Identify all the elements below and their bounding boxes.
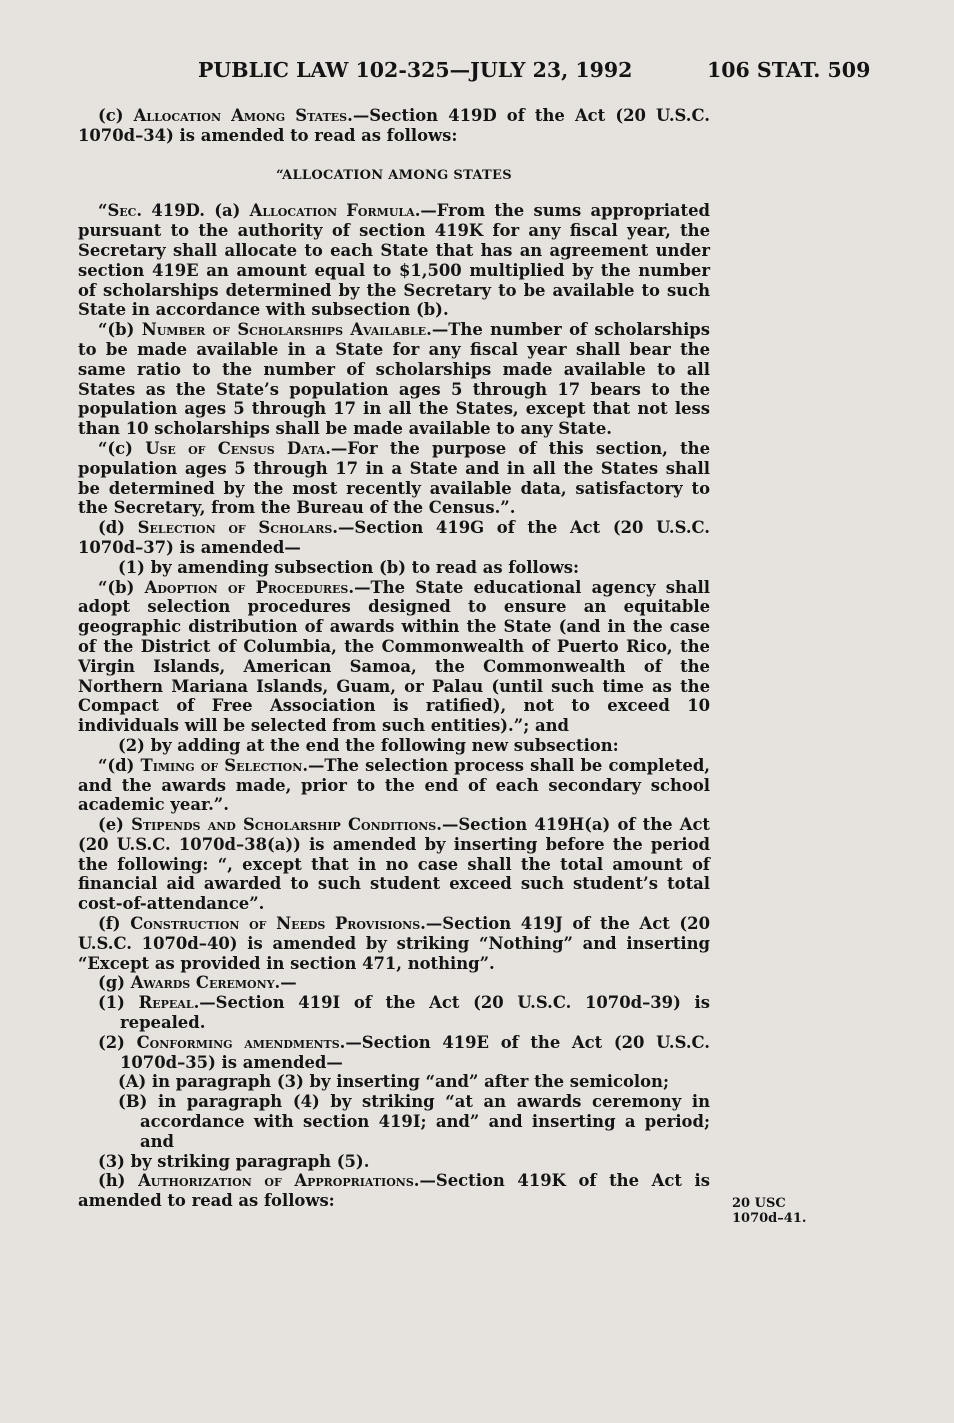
paragraph-gA: (A) in paragraph (3) by inserting “and” after the semicolon; — [118, 1072, 670, 1092]
paragraph-d-selection: (d) Selection of Scholars.—Section 419G of the Act (20 U.S.C. 1070d–37) is amended— — [78, 518, 710, 557]
paragraph-db-adoption: “(b) Adoption of Procedures.—The State educational agency shall adopt selection procedures designed to ensure an equitable geographic distribution of awards within the State (and in the case of the District of Columbia, the Commonwealth of Puerto Rico, the Virgin Islands, American Samoa, the Commonwealth of the Northern Mariana Islands, Guam, or Palau (until such time as the Compact of Free Association is ratified), not to exceed 10 individuals will be selected from such entities).”; and — [78, 577, 711, 736]
margin-citation-line2: 1070d–41. — [732, 1211, 807, 1226]
paragraph-g2-conforming: (2) Conforming amendments.—Section 419E of the Act (20 U.S.C. 1070d–35) is amended— — [98, 1032, 710, 1072]
paragraph-f-construction: (f) Construction of Needs Provisions.—Section 419J of the Act (20 U.S.C. 1070d–40) is amended by striking “Nothing” and inserting “Except as provided in section 471, nothing”. — [78, 914, 710, 973]
paragraph-d2: (2) by adding at the end the following new subsection: — [118, 735, 619, 755]
margin-citation-note — [732, 1196, 822, 1226]
paragraph-c: (c) Allocation Among States.—Section 419D of the Act (20 U.S.C. 1070d–34) is amended to read as follows: — [78, 106, 710, 145]
margin-citation-line1: 20 USC — [732, 1196, 786, 1211]
paragraph-b-number-of-scholarships: “(b) Number of Scholarships Available.—The number of scholarships to be made available in a State for any fiscal year shall bear the same ratio to the number of scholarships made available to all States as the State’s population ages 5 through 17 bears to the population ages 5 through 17 in all the States, except that not less than 10 scholarships shall be made available to any State. — [78, 320, 710, 439]
paragraph-h-authorization: (h) Authorization of Appropriations.—Section 419K of the Act is amended to read as follows: — [78, 1171, 710, 1211]
paragraph-g-awards-ceremony: (g) Awards Ceremony.— — [98, 973, 297, 993]
paragraph-sec-419d: “Sec. 419D. (a) Allocation Formula.—From the sums appropriated pursuant to the authority of section 419K for any fiscal year, the Secretary shall allocate to each State that has an agreement under section 419E an amount equal to $1,500 multiplied by the number of scholarships determined by the Secretary to be available to such State in accordance with subsection (b). — [78, 201, 710, 320]
section-heading: “ALLOCATION AMONG STATES — [276, 167, 512, 183]
paragraph-g3: (3) by striking paragraph (5). — [98, 1151, 370, 1171]
paragraph-dd-timing: “(d) Timing of Selection.—The selection process shall be completed, and the awards made, prior to the end of each secondary school academic year.”. — [78, 755, 710, 815]
statute-page-number: 106 STAT. 509 — [707, 58, 871, 82]
document-body — [78, 106, 710, 1211]
paragraph-g1-repeal: (1) Repeal.—Section 419I of the Act (20 U.S.C. 1070d–39) is repealed. — [98, 993, 710, 1033]
paragraph-c-census-data: “(c) Use of Census Data.—For the purpose of this section, the population ages 5 through 17 in a State and in all the States shall be determined by the most recently available data, satisfactory to the Secretary, from the Bureau of the Census.”. — [78, 438, 710, 518]
running-header-title: PUBLIC LAW 102-325—JULY 23, 1992 — [198, 58, 633, 82]
paragraph-e-stipends: (e) Stipends and Scholarship Conditions.—Section 419H(a) of the Act (20 U.S.C. 1070d–38(a)) is amended by inserting before the period the following: “, except that in no case shall the total amount of financial aid awarded to such student exceed such student’s total cost-of-attendance”. — [78, 815, 710, 914]
paragraph-d1: (1) by amending subsection (b) to read as follows: — [118, 557, 580, 577]
paragraph-gB: (B) in paragraph (4) by striking “at an awards ceremony in accordance with section 419I; and” and inserting a period; and — [118, 1092, 710, 1151]
